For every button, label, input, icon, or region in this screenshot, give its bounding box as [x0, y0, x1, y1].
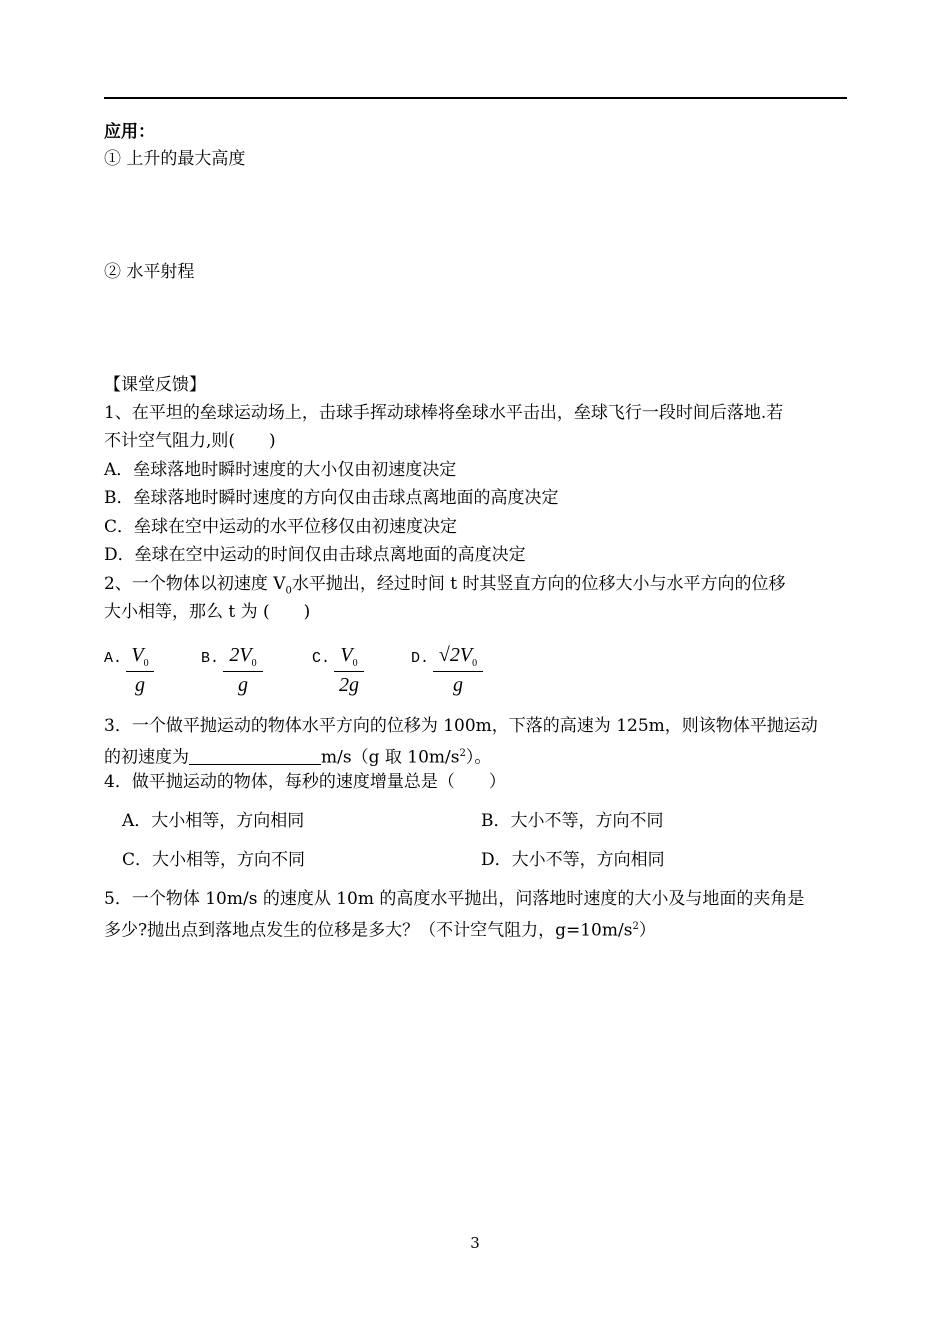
- q1-stem-line1: 1、在平坦的垒球运动场上，击球手挥动球棒将垒球水平击出，垒球飞行一段时间后落地.若: [104, 403, 784, 423]
- q2-option-c-label: C.: [312, 650, 331, 667]
- q1-option-d: D．垒球在空中运动的时间仅由击球点离地面的高度决定: [104, 545, 526, 565]
- q1-stem-line2: 不计空气阻力,则( ): [104, 431, 276, 451]
- q4-option-c: C．大小相等，方向不同: [122, 850, 306, 870]
- q3-line2: [104, 743, 491, 769]
- q5-line2: [104, 916, 656, 942]
- q4-stem: 4．做平抛运动的物体，每秒的速度增量总是（ ）: [104, 772, 506, 792]
- section-title: 应用：: [104, 122, 155, 142]
- q1-option-c: C．垒球在空中运动的水平位移仅由初速度决定: [104, 517, 458, 537]
- q3-line2-end: ）。: [465, 747, 492, 768]
- q2-stem-line2: 大小相等，那么 t 为 ( ): [104, 602, 311, 622]
- q4-option-a: A．大小相等，方向相同: [122, 811, 305, 831]
- q2-option-c-fraction-bar: [334, 671, 364, 672]
- q3-answer-blank[interactable]: [189, 747, 321, 765]
- q2-stem-line1: [104, 573, 786, 602]
- q2-option-c-numerator: $V_0$: [340, 644, 358, 669]
- q1-option-b: B．垒球落地时瞬时速度的方向仅由击球点离地面的高度决定: [104, 488, 559, 508]
- q2-option-d-label: D.: [411, 650, 430, 667]
- q2-stem-pre: 2、一个物体以初速度 V: [104, 574, 286, 594]
- q5-superscript: 2: [632, 921, 639, 932]
- q5-line1: 5．一个物体 10m/s 的速度从 10m 的高度水平抛出，问落地时速度的大小及与地面的夹角是: [104, 889, 805, 909]
- feedback-heading: 【课堂反馈】: [104, 375, 206, 395]
- q2-option-b: [201, 644, 281, 700]
- q5-line2-end: ）: [638, 920, 656, 941]
- page-number: 3: [470, 1234, 480, 1252]
- q2-option-d-numerator: $√2V_0$: [438, 644, 478, 669]
- q2-stem-post: 水平抛出，经过时间 t 时其竖直方向的位移大小与水平方向的位移: [291, 574, 786, 594]
- q2-option-a-fraction-bar: [126, 671, 154, 672]
- q1-option-a: A．垒球落地时瞬时速度的大小仅由初速度决定: [104, 460, 457, 480]
- q2-option-d: [411, 644, 501, 700]
- application-item-2: ② 水平射程: [104, 262, 195, 282]
- q2-stem-subscript: 0: [285, 585, 292, 597]
- q2-option-a-denominator: g: [135, 674, 145, 696]
- header-rule: [104, 97, 847, 99]
- q3-superscript: 2: [459, 748, 466, 759]
- application-item-1: ① 上升的最大高度: [104, 149, 246, 169]
- q2-option-a-numerator: $V_0$: [131, 644, 149, 669]
- q2-option-a-label: A.: [104, 650, 123, 667]
- q2-option-c: [312, 644, 382, 700]
- q3-line2-post: m/s（g 取 10m/s: [321, 747, 460, 768]
- q4-option-b: B．大小不等，方向不同: [481, 811, 664, 831]
- q2-option-b-numerator: $2V_0$: [229, 644, 257, 669]
- q2-option-a: [104, 644, 164, 700]
- q3-line2-pre: 的初速度为: [104, 747, 189, 768]
- q2-option-b-label: B.: [201, 650, 220, 667]
- q3-line1: 3．一个做平抛运动的物体水平方向的位移为 100m，下落的高速为 125m，则该物体平抛运动: [104, 716, 818, 736]
- q2-option-c-denominator: 2g: [339, 674, 359, 696]
- q2-option-d-fraction-bar: [433, 671, 483, 672]
- q5-line2-pre: 多少?抛出点到落地点发生的位移是多大？（不计空气阻力，g=10m/s: [104, 920, 633, 941]
- q2-option-d-denominator: g: [453, 674, 463, 696]
- q2-option-b-denominator: g: [238, 674, 248, 696]
- q2-option-b-fraction-bar: [223, 671, 263, 672]
- q4-option-d: D．大小不等，方向相同: [481, 850, 665, 870]
